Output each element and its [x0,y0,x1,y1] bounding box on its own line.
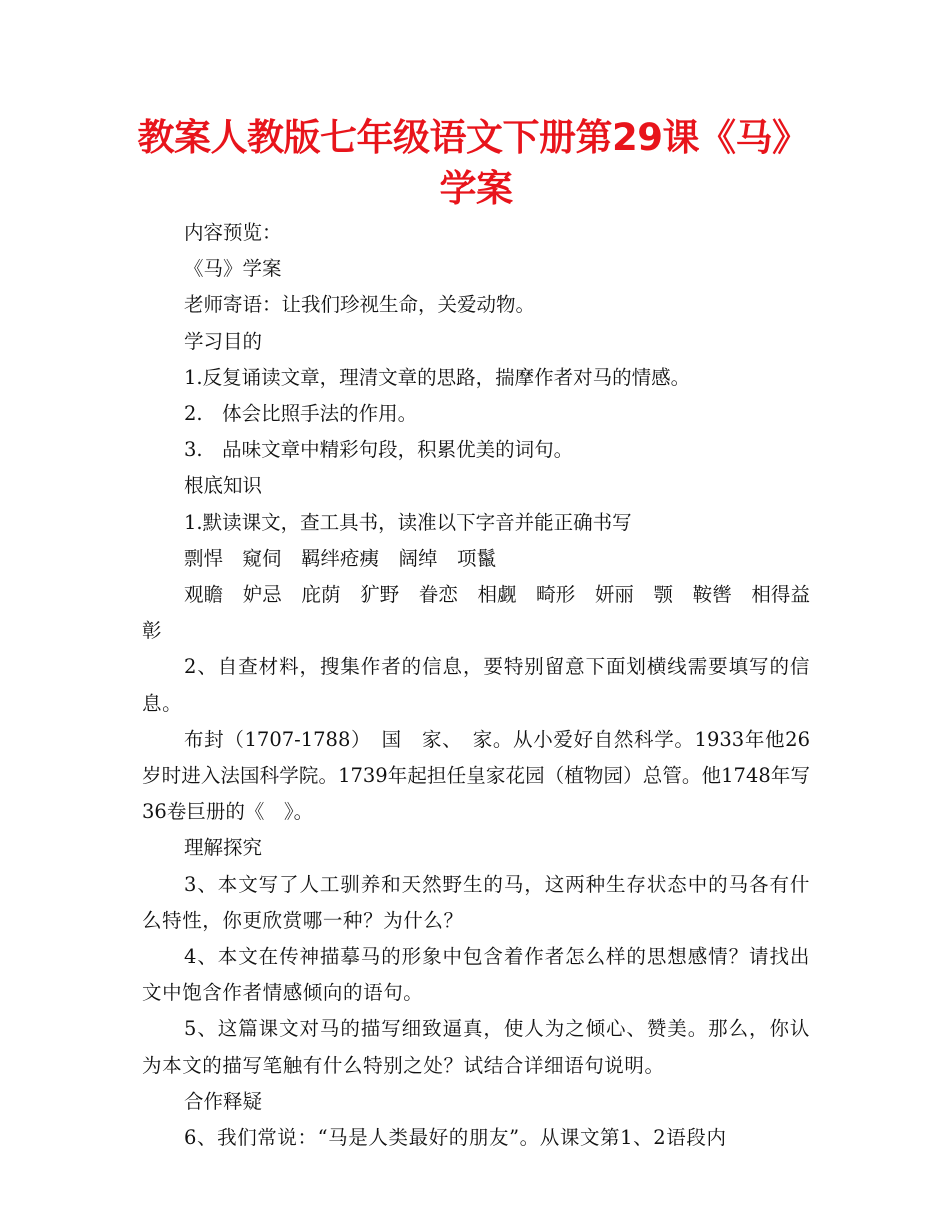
paragraph: 3. 品味文章中精彩句段，积累优美的词句。 [184,438,574,462]
title-line-1: 教案人教版七年级语文下册第29课《马》 [137,116,809,159]
paragraph: 内容预览： [184,221,282,244]
paragraph: 5、这篇课文对马的描写细致逼真，使人为之倾心、赞美。那么，你认为本文的描写笔触有什么特别之处？试结合详细语句说明。 [142,1017,810,1077]
paragraph: 1.默读课文，查工具书，读准以下字音并能正确书写 [184,510,632,534]
paragraph: 布封（1707-1788） 国 家、 家。从小爱好自然科学。1933年他26岁时进入法国科学院。1739年起担任皇家花园（植物园）总管。他1748年写36卷巨册的《 》。 [142,727,810,824]
document-page [137,112,810,1156]
paragraph: 6、我们常说：“马是人类最好的朋友”。从课文第1、2语段内 [184,1126,727,1150]
paragraph: 2. 体会比照手法的作用。 [184,402,418,426]
paragraph: 1.反复诵读文章，理清文章的思路，揣摩作者对马的情感。 [184,365,691,389]
title-line-2: 学案 [439,167,513,210]
section-heading: 理解探究 [184,836,263,860]
section-heading: 学习目的 [184,329,263,353]
paragraph: 4、本文在传神描摹马的形象中包含着作者怎么样的思想感情？请找出文中饱含作者情感倾向的语句。 [142,945,810,1005]
document-body [142,215,810,1156]
vocabulary-line: 观瞻 妒忌 庇荫 犷野 眷恋 相觑 畸形 妍丽 颚 鞍辔 相得益彰 [142,583,810,643]
section-heading: 合作释疑 [184,1089,263,1113]
paragraph: 《马》学案 [184,257,282,281]
paragraph: 3、本文写了人工驯养和天然野生的马，这两种生存状态中的马各有什么特性，你更欣赏哪一种？为什么？ [142,872,810,932]
document-title [137,112,810,214]
section-heading: 根底知识 [184,474,263,498]
paragraph: 老师寄语：让我们珍视生命，关爱动物。 [184,293,536,317]
paragraph: 2、自查材料，搜集作者的信息，要特别留意下面划横线需要填写的信息。 [142,655,810,715]
vocabulary-line: 剽悍 窥伺 羁绊疮痍 阔绰 项鬣 [184,546,497,570]
